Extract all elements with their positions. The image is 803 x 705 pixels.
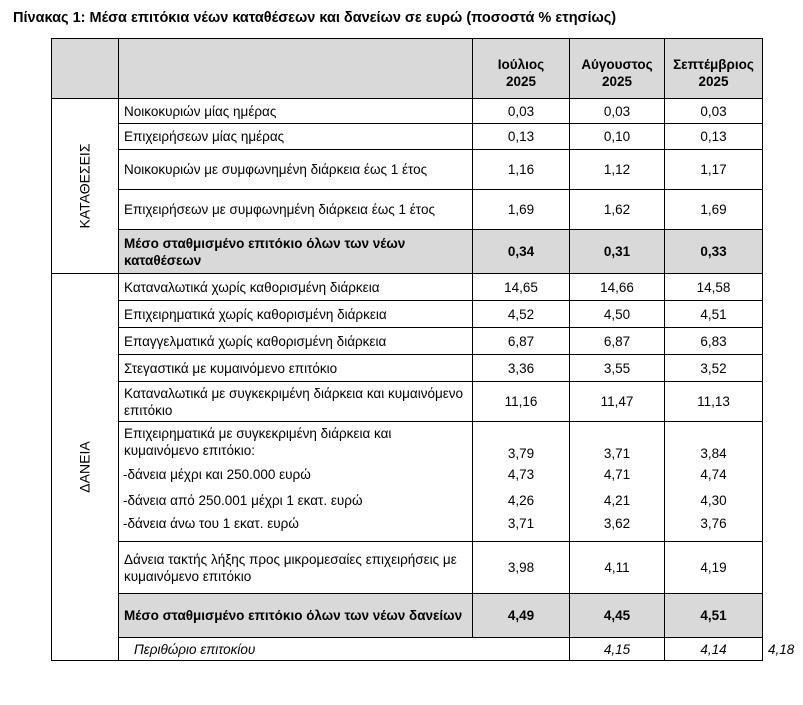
value-cell: 1,69 bbox=[665, 190, 763, 230]
value-cell: 11,47 bbox=[570, 382, 665, 422]
row-label: Περιθώριο επιτοκίου bbox=[119, 638, 570, 661]
value-cell: 0,03 bbox=[570, 99, 665, 124]
value-cell: 11,16 bbox=[473, 382, 570, 422]
value-cell: 0,13 bbox=[665, 124, 763, 150]
loan-row bbox=[52, 301, 763, 328]
column-header-september: Σεπτέμβριος 2025 bbox=[665, 39, 763, 99]
value-cell: 1,17 bbox=[665, 150, 763, 190]
value-cell: 3,36 bbox=[473, 355, 570, 382]
value-cell: 14,58 bbox=[665, 274, 763, 301]
row-label: Καταναλωτικά χωρίς καθορισμένη διάρκεια bbox=[119, 274, 473, 301]
value-cell: 4,50 bbox=[570, 301, 665, 328]
value-cell: 3,84 bbox=[665, 422, 763, 462]
row-label: -δάνεια άνω του 1 εκατ. ευρώ bbox=[119, 514, 473, 542]
value-cell: 4,21 bbox=[570, 488, 665, 514]
deposit-row bbox=[52, 190, 763, 230]
row-label: Νοικοκυριών με συμφωνημένη διάρκεια έως 1 έτος bbox=[119, 150, 473, 190]
value-cell: 4,71 bbox=[570, 462, 665, 488]
header-row bbox=[52, 39, 763, 99]
value-cell: 6,87 bbox=[570, 328, 665, 355]
table-title: Πίνακας 1: Μέσα επιτόκια νέων καταθέσεων και δανείων σε ευρώ (ποσοστά % ετησίως) bbox=[13, 10, 617, 26]
value-cell: 0,03 bbox=[473, 99, 570, 124]
loans-group-label: ΔΑΝΕΙΑ bbox=[52, 274, 119, 661]
loans-total-row bbox=[52, 594, 763, 638]
row-label: -δάνεια από 250.001 μέχρι 1 εκατ. ευρώ bbox=[119, 488, 473, 514]
value-cell: 11,13 bbox=[665, 382, 763, 422]
row-label: Επιχειρηματικά με συγκεκριμένη διάρκεια και κυμαινόμενο επιτόκιο: bbox=[119, 422, 473, 462]
header-label-cell bbox=[119, 39, 473, 99]
value-cell: 1,12 bbox=[570, 150, 665, 190]
value-cell: 4,73 bbox=[473, 462, 570, 488]
row-label: Μέσο σταθμισμένο επιτόκιο όλων των νέων δανείων bbox=[119, 594, 473, 638]
value-cell: 3,62 bbox=[570, 514, 665, 542]
loan-row bbox=[52, 355, 763, 382]
value-cell: 4,51 bbox=[665, 594, 763, 638]
header-empty-cell bbox=[52, 39, 119, 99]
value-cell: 4,26 bbox=[473, 488, 570, 514]
value-cell: 3,55 bbox=[570, 355, 665, 382]
loan-subrow bbox=[52, 514, 763, 542]
value-cell: 4,45 bbox=[570, 594, 665, 638]
value-cell: 3,76 bbox=[665, 514, 763, 542]
loan-row bbox=[52, 542, 763, 594]
deposit-row bbox=[52, 150, 763, 190]
margin-row: Περιθώριο επιτοκίου 4,15 4,14 4,18 bbox=[52, 638, 763, 661]
value-cell: 3,71 bbox=[473, 514, 570, 542]
value-cell: 6,83 bbox=[665, 328, 763, 355]
value-cell: 0,33 bbox=[665, 230, 763, 274]
row-label: Επιχειρηματικά χωρίς καθορισμένη διάρκεια bbox=[119, 301, 473, 328]
value-cell: 4,49 bbox=[473, 594, 570, 638]
loan-business-row bbox=[52, 422, 763, 462]
loan-subrow bbox=[52, 462, 763, 488]
row-label: Μέσο σταθμισμένο επιτόκιο όλων των νέων καταθέσεων bbox=[119, 230, 473, 274]
loan-row bbox=[52, 274, 763, 301]
value-cell: 3,52 bbox=[665, 355, 763, 382]
row-label: Στεγαστικά με κυμαινόμενο επιτόκιο bbox=[119, 355, 473, 382]
value-cell: 3,98 bbox=[473, 542, 570, 594]
value-cell: 1,62 bbox=[570, 190, 665, 230]
deposit-row bbox=[52, 99, 763, 124]
loan-row bbox=[52, 328, 763, 355]
value-cell: 6,87 bbox=[473, 328, 570, 355]
column-header-july: Ιούλιος 2025 bbox=[473, 39, 570, 99]
value-cell: 0,10 bbox=[570, 124, 665, 150]
row-label: Επιχειρήσεων με συμφωνημένη διάρκεια έως 1 έτος bbox=[119, 190, 473, 230]
value-cell: 4,14 bbox=[665, 638, 763, 661]
value-cell: 4,52 bbox=[473, 301, 570, 328]
value-cell: 0,13 bbox=[473, 124, 570, 150]
value-cell: 0,34 bbox=[473, 230, 570, 274]
row-label: Επιχειρήσεων μίας ημέρας bbox=[119, 124, 473, 150]
value-cell: 0,31 bbox=[570, 230, 665, 274]
row-label: Νοικοκυριών μίας ημέρας bbox=[119, 99, 473, 124]
value-cell: 4,51 bbox=[665, 301, 763, 328]
loan-subrow bbox=[52, 488, 763, 514]
deposits-total-row bbox=[52, 230, 763, 274]
deposit-row bbox=[52, 124, 763, 150]
loan-row bbox=[52, 382, 763, 422]
value-cell: 4,30 bbox=[665, 488, 763, 514]
row-label: Επαγγελματικά χωρίς καθορισμένη διάρκεια bbox=[119, 328, 473, 355]
value-cell: 4,19 bbox=[665, 542, 763, 594]
row-label: Καταναλωτικά με συγκεκριμένη διάρκεια και κυμαινόμενο επιτόκιο bbox=[119, 382, 473, 422]
value-cell: 3,79 bbox=[473, 422, 570, 462]
value-cell: 1,69 bbox=[473, 190, 570, 230]
value-cell: 14,66 bbox=[570, 274, 665, 301]
value-cell: 3,71 bbox=[570, 422, 665, 462]
row-label: Δάνεια τακτής λήξης προς μικρομεσαίες επιχειρήσεις με κυμαινόμενο επιτόκιο bbox=[119, 542, 473, 594]
value-cell: 0,03 bbox=[665, 99, 763, 124]
deposits-group-label: ΚΑΤΑΘΕΣΕΙΣ bbox=[52, 99, 119, 274]
value-cell: 14,65 bbox=[473, 274, 570, 301]
value-cell: 4,15 bbox=[570, 638, 665, 661]
column-header-august: Αύγουστος 2025 bbox=[570, 39, 665, 99]
value-cell: 1,16 bbox=[473, 150, 570, 190]
value-cell: 4,11 bbox=[570, 542, 665, 594]
row-label: -δάνεια μέχρι και 250.000 ευρώ bbox=[119, 462, 473, 488]
value-cell: 4,74 bbox=[665, 462, 763, 488]
interest-rates-table bbox=[51, 38, 795, 661]
